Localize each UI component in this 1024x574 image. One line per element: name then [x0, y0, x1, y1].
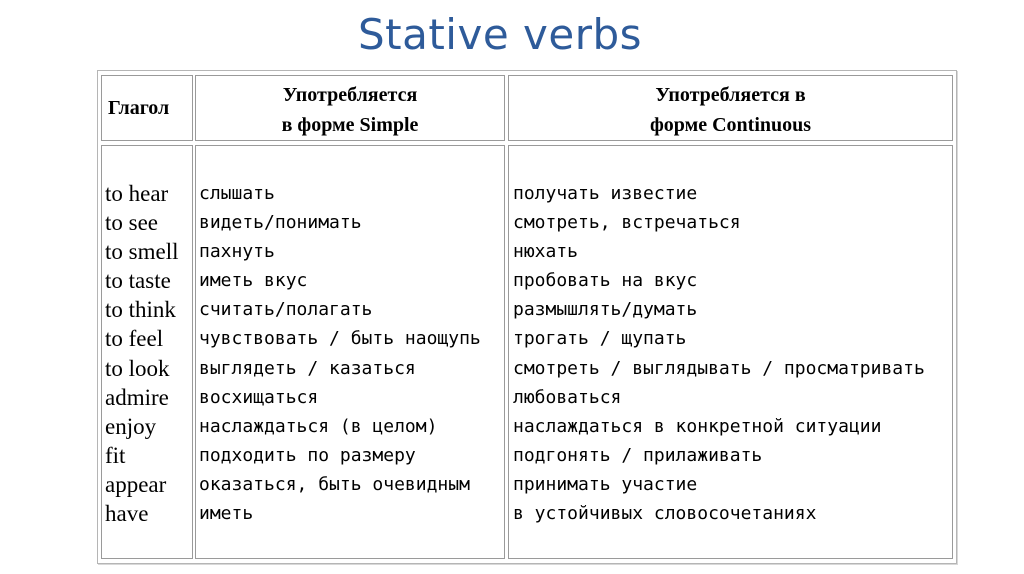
simple-meaning-item: иметь: [199, 503, 254, 525]
simple-meaning-item: считать/полагать: [199, 299, 373, 321]
simple-meaning-item: пахнуть: [199, 241, 275, 263]
simple-meaning-item: восхищаться: [199, 386, 319, 408]
verbs-table: [97, 70, 957, 564]
header-verb-cell: [101, 75, 193, 141]
simple-meaning-item: чувствовать / быть наощупь: [199, 328, 481, 350]
verb-item: to see: [105, 210, 159, 236]
header-simple-cell: [195, 75, 505, 141]
header-verb: Глагол: [108, 97, 170, 119]
verb-item: enjoy: [105, 413, 157, 439]
continuous-meaning-list: [513, 179, 925, 528]
slide-title: Stative verbs: [357, 10, 643, 59]
simple-meaning-item: выглядеть / казаться: [199, 357, 416, 379]
verb-item: to taste: [105, 268, 171, 294]
header-continuous-cell: [508, 75, 953, 141]
continuous-meaning-item: подгонять / прилаживать: [513, 444, 763, 466]
continuous-meaning-item: пробовать на вкус: [513, 270, 698, 292]
verb-list: [105, 179, 178, 528]
simple-meaning-list: [199, 179, 481, 528]
verb-item: appear: [105, 471, 167, 497]
header-continuous-line1: Употребляется в: [655, 84, 806, 106]
verb-item: fit: [105, 442, 126, 468]
verb-item: admire: [105, 384, 169, 410]
simple-meaning-item: подходить по размеру: [199, 444, 416, 466]
simple-meaning-item: видеть/понимать: [199, 212, 362, 234]
header-continuous-line2: форме Continuous: [649, 114, 812, 136]
continuous-meaning-item: нюхать: [513, 241, 579, 263]
continuous-meaning-item: принимать участие: [513, 473, 698, 495]
continuous-meaning-item: в устойчивых словосочетаниях: [513, 503, 817, 525]
verb-item: to think: [105, 297, 176, 323]
continuous-meaning-item: смотреть / выглядывать / просматривать: [513, 357, 925, 379]
verb-item: to hear: [105, 181, 169, 206]
verb-item: have: [105, 501, 149, 527]
simple-meaning-item: наслаждаться (в целом): [199, 415, 438, 437]
verb-item: to smell: [105, 239, 179, 265]
simple-meaning-item: слышать: [199, 183, 275, 204]
verb-item: to feel: [105, 326, 164, 352]
verb-item: to look: [105, 355, 170, 381]
simple-meaning-item: оказаться, быть очевидным: [199, 473, 470, 495]
continuous-meaning-item: получать известие: [513, 183, 698, 204]
continuous-meaning-item: трогать / щупать: [513, 328, 687, 350]
continuous-meaning-item: смотреть, встречаться: [513, 212, 741, 234]
simple-meaning-item: иметь вкус: [199, 270, 308, 292]
header-simple-line1: Употребляется: [282, 84, 418, 106]
continuous-meaning-item: любоваться: [513, 386, 622, 408]
continuous-meaning-item: наслаждаться в конкретной ситуации: [513, 415, 882, 437]
continuous-meaning-item: размышлять/думать: [513, 299, 698, 321]
header-simple-line2: в форме Simple: [281, 114, 419, 136]
